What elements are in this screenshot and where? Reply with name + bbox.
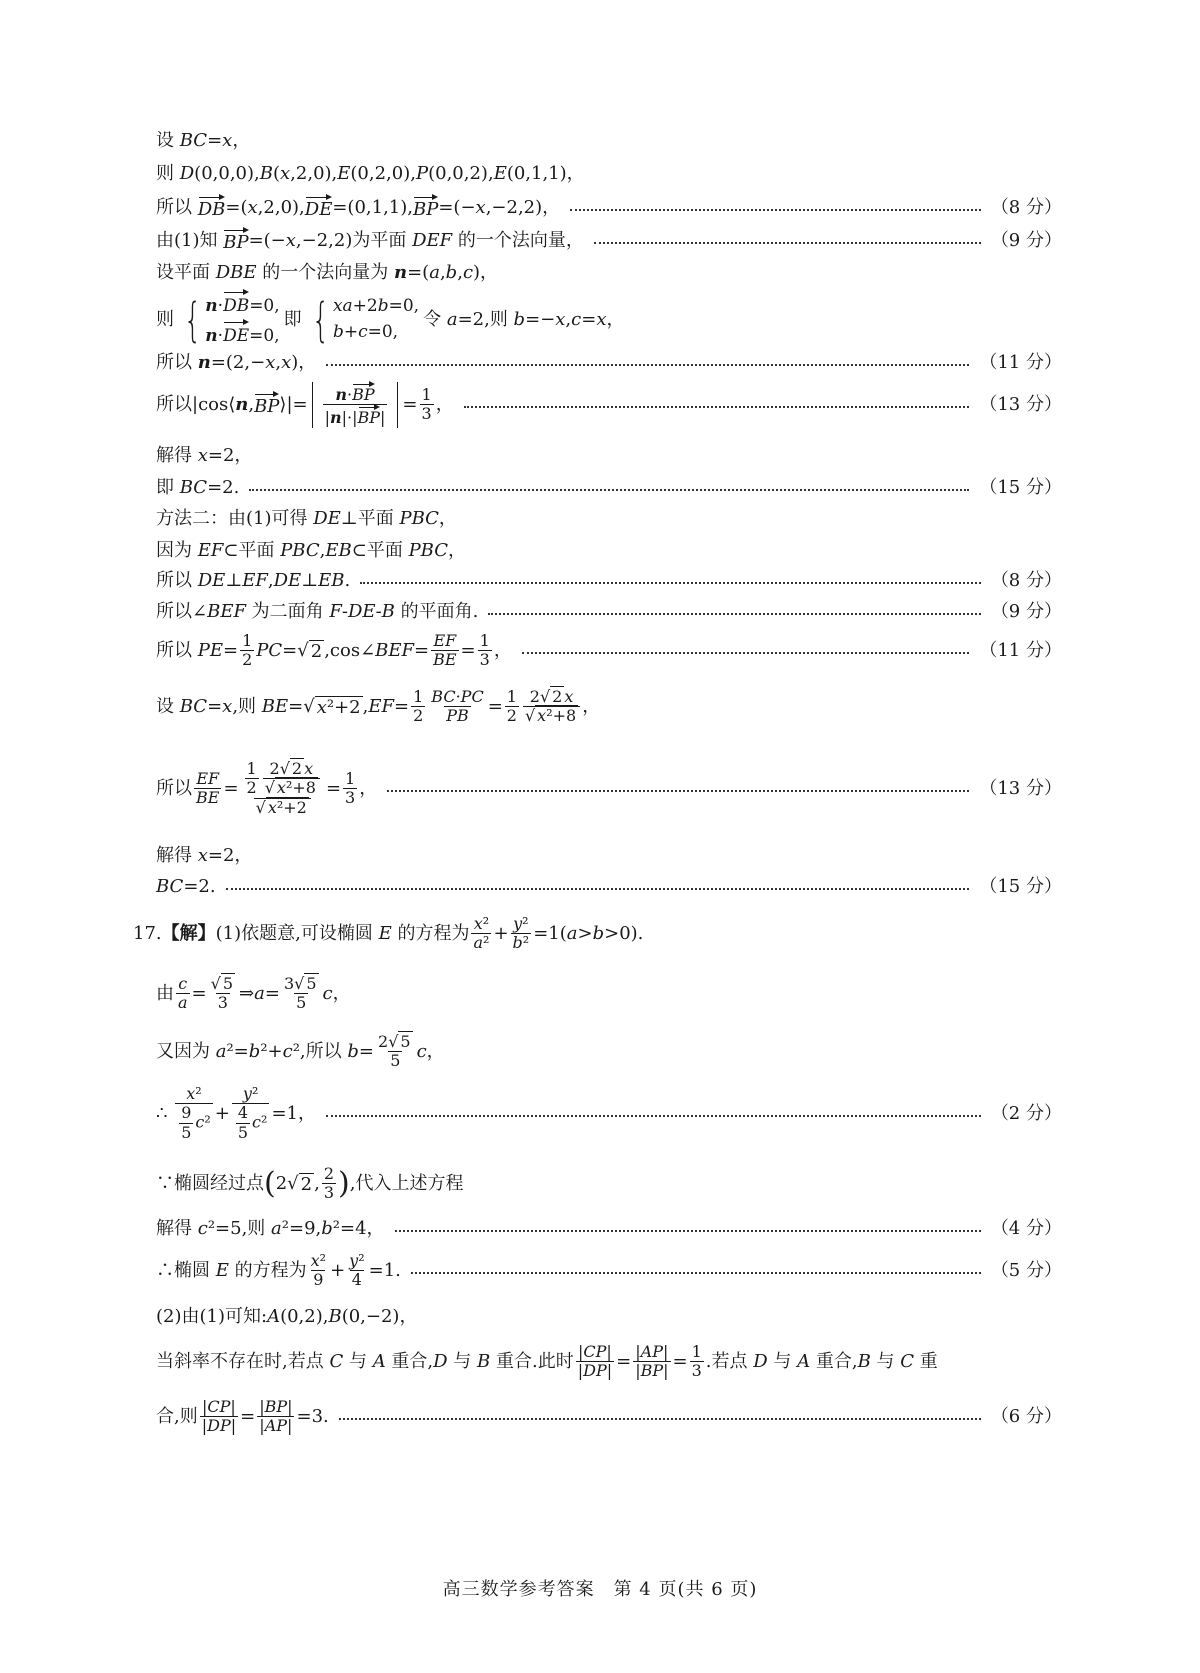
line-text: 所以∠ BEF 为二面角 F - DE - B 的平面角. [156,601,479,622]
solution-line [156,1306,1062,1328]
solution-line [156,477,1062,499]
dot-leader [360,582,981,584]
line-text: 设 BC = x ,则 BE =√ x²+2 , EF = $\frac{1}{2}$ $\frac{BC\cdot PC}{PB}$ = $\frac{1}{2}$ $\frac{2√ 2 x}{\text{√ x²+8}}$ ， [156,687,601,726]
score-points: （2 分） [990,1102,1062,1124]
score-points: （15 分） [979,876,1062,897]
dot-leader [395,1230,981,1232]
solution-line [156,382,1062,428]
solution-line [156,1252,1062,1290]
dot-leader [522,652,970,654]
solution-line [156,195,1062,221]
dot-leader [326,1115,981,1117]
dot-leader [326,364,969,366]
line-text: BC =2. [156,876,216,897]
dot-leader [488,613,980,615]
solution-line [156,760,1062,817]
solution-line [156,1398,1062,1436]
solution-line [156,1343,1062,1381]
score-points: （9 分） [990,601,1062,622]
solution-line [156,130,1062,152]
line-text: 设 BC = x ， [156,130,251,151]
line-text: 因为 EF ⊂平面 PBC , EB ⊂平面 PBC ， [156,540,467,561]
solution-line [156,1085,1062,1142]
dot-leader [387,790,969,792]
line-text: (2)由(1)可知: A (0,2), B (0,−2)， [156,1306,418,1327]
solution-line [156,1165,1062,1203]
dot-leader [411,1272,981,1274]
line-text: 即 BC =2. [156,477,240,498]
solution-line [156,445,1062,467]
dot-leader [594,242,981,244]
dot-leader [464,406,970,408]
line-text: 由 $\frac{c}{a}$ = $\frac{√ 5}{3}$ ⇒ a = $\frac{3√ 5}{5}$ c ， [156,974,351,1013]
solution-line [156,845,1062,867]
line-text: 合,则 $\frac{|CP|}{|DP|}$ = $\frac{|BP|}{|AP|}$ =3. [156,1397,329,1436]
line-text: 方法二：由(1)可得 DE ⊥平面 PBC ， [156,508,457,529]
score-points: （11 分） [979,352,1062,373]
solution-line [156,540,1062,562]
line-text: 所以 n =(2,− x , x )， [156,352,317,373]
dot-leader [339,1418,981,1420]
line-text: 则 { n·DB=0, n·DE=0, 即 { xa+2b=0, b+c=0, 令 a =2,则 b =− x , c = x ， [156,290,624,349]
solution-line [156,508,1062,530]
score-points: （9 分） [990,230,1062,251]
score-points: （8 分） [990,570,1062,591]
line-text: 解得 c ²=5,则 a ²=9, b ²=4， [156,1218,385,1239]
line-text: 所以|cos⟨ n , BP ⟩|= $\frac{n\cdot BP}{|n|\cdot|BP|}$ = $\frac{1}{3}$ ， [156,382,454,428]
solution-line [156,163,1062,185]
line-text: 所以 DB =( x ,2,0), DE =(0,1,1), BP =(− x ,−2,2)， [156,197,561,220]
dot-leader [226,888,970,890]
solution-line [156,876,1062,898]
line-text: 所以 DE ⊥ EF , DE ⊥ EB . [156,570,351,591]
line-text: 又因为 a ²= b ²+ c ²,所以 b = $\frac{2√ 5}{5}$ c ， [156,1032,445,1071]
solution-line [156,688,1062,726]
line-text: 解得 x =2， [156,445,253,466]
solution-line [133,915,1062,953]
solution-line [156,601,1062,623]
solution-line [156,1218,1062,1240]
solution-line [156,228,1062,254]
score-points: （5 分） [990,1260,1062,1282]
line-text: 所以 $\frac{EF}{BE}$ = $\frac{1}{2}$ $\frac{2√ 2 x}{\text{√ x²+8}}$ √ x²+2 = $\frac{1}{3}$ ， [156,759,378,817]
score-points: （6 分） [990,1406,1062,1428]
solution-line [156,632,1062,670]
line-text: ∴椭圆 E 的方程为 $\frac{\text{x²}}{9}$ + $\frac{\text{y²}}{4}$ =1. [156,1251,401,1290]
score-points: （15 分） [979,477,1062,498]
line-text: 则 D (0,0,0), B ( x ,2,0), E (0,2,0), P (0,0,2), E (0,1,1)， [156,163,585,184]
score-points: （13 分） [979,777,1062,799]
solution-line [156,1033,1062,1071]
line-text: 由(1)知 BP =(− x ,−2,2)为平面 DEF 的一个法向量， [156,230,584,253]
line-text: ∵椭圆经过点 ( 2√ 2 , $\frac{2}{3}$ ) ,代入上述方程 [156,1164,464,1203]
line-text: ∴ x² $\frac{9}{5}$ c² + y² $\frac{4}{5}$ c² =1， [156,1084,316,1142]
solution-line [156,352,1062,374]
line-text: 设平面 DBE 的一个法向量为 n =( a , b , c )， [156,262,499,283]
page-footer: 高三数学参考答案 第 4 页(共 6 页) [442,1579,758,1600]
dot-leader [249,489,969,491]
line-text: 17. 【解】 (1)依题意,可设椭圆 E 的方程为 $\frac{\text{x²}}{\text{a²}}$ + $\frac{\text{y²}}{\text{b²}}$ =1( a > b >0). [133,914,644,953]
dot-leader [570,209,981,211]
solution-line [156,290,1062,349]
score-points: （4 分） [990,1218,1062,1239]
score-points: （11 分） [979,640,1062,662]
line-text: 所以 PE = $\frac{1}{2}$ PC =√ 2 ,cos∠ BEF = $\frac{EF}{BE}$ = $\frac{1}{3}$ ， [156,631,512,670]
solution-line [156,570,1062,592]
solution-line [156,975,1062,1013]
line-text: 解得 x =2， [156,845,253,866]
score-points: （8 分） [990,197,1062,218]
score-points: （13 分） [979,394,1062,416]
line-text: 当斜率不存在时,若点 C 与 A 重合, D 与 B 重合.此时 $\frac{|CP|}{|DP|}$ = $\frac{|AP|}{|BP|}$ = $\frac{1}{3}$ .若点 D 与 A 重合, B 与 C 重 [156,1342,938,1381]
solution-line [156,262,1062,284]
